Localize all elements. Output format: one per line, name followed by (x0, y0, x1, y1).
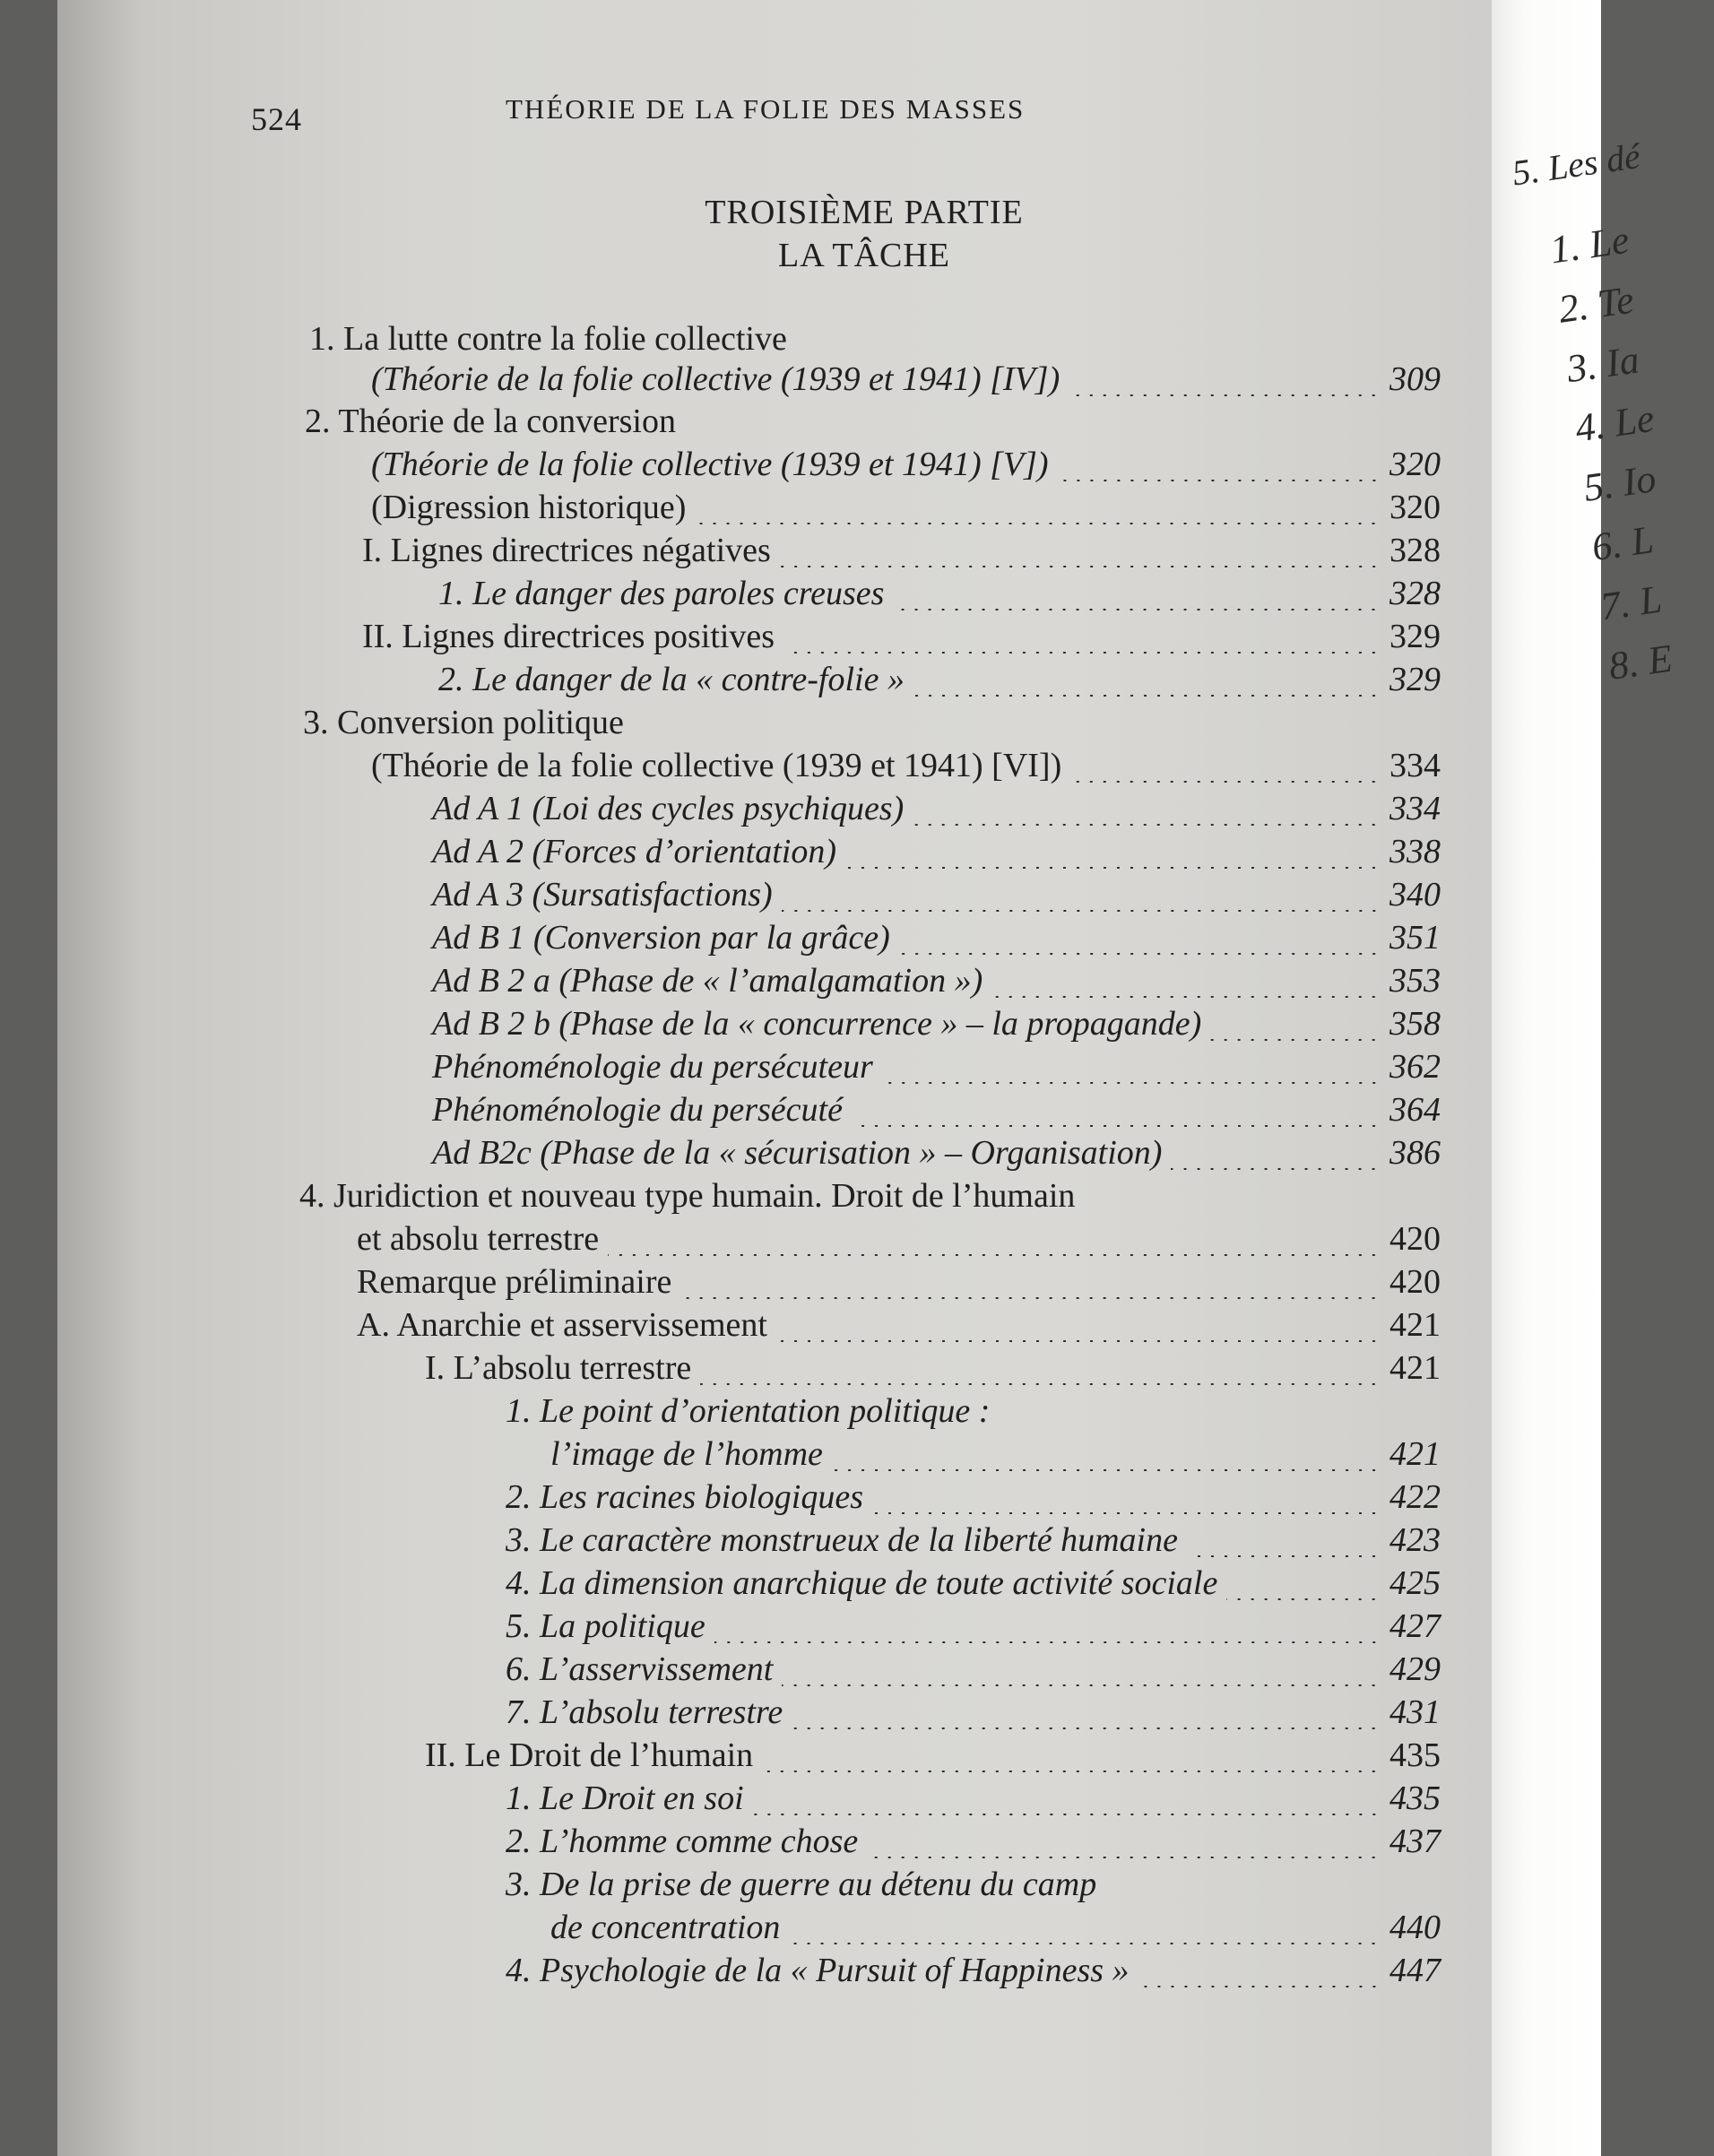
toc-entry (432, 1004, 1441, 1049)
toc-entry (432, 961, 1441, 1006)
dot-leader (991, 996, 1381, 998)
dot-leader (872, 1512, 1381, 1514)
dot-leader (780, 566, 1381, 567)
toc-page-number: 309 (1389, 360, 1441, 398)
running-head: THÉORIE DE LA FOLIE DES MASSES (506, 93, 1026, 125)
toc-page-number: 435 (1389, 1779, 1441, 1817)
toc-entry-title: et absolu terrestre (357, 1220, 600, 1258)
toc-entry (550, 1908, 1441, 1953)
dot-leader (1187, 1555, 1381, 1557)
toc-entry (432, 832, 1441, 877)
toc-entry-title: 2. Théorie de la conversion (305, 403, 676, 440)
facing-page-line: 5. Io (1580, 456, 1659, 510)
toc-page-number: 328 (1389, 532, 1441, 569)
dot-leader (1069, 394, 1381, 396)
toc-entry-title: Ad A 3 (Sursatisfactions) (432, 876, 773, 913)
toc-entry-title: 2. L’homme comme chose (506, 1823, 859, 1860)
dot-leader (783, 652, 1381, 654)
toc-entry (432, 789, 1441, 834)
toc-page-number: 386 (1389, 1134, 1441, 1172)
toc-entry (550, 1434, 1441, 1479)
toc-page-number: 429 (1389, 1650, 1441, 1688)
toc-page-number: 358 (1389, 1005, 1441, 1043)
dot-leader (913, 824, 1381, 826)
toc-entry-title: II. Le Droit de l’humain (425, 1736, 754, 1774)
toc-page-number: 420 (1389, 1220, 1441, 1258)
toc-page-number: 364 (1389, 1091, 1441, 1129)
toc-page-number: 362 (1389, 1048, 1441, 1086)
toc-entry-title: (Théorie de la folie collective (1939 et 1941) [VI]) (371, 747, 1062, 784)
toc-page-number: 340 (1389, 876, 1441, 913)
toc-entry (506, 1520, 1441, 1565)
toc-entry (309, 319, 787, 364)
toc-entry (305, 402, 676, 446)
toc-entry-title: II. Lignes directrices positives (362, 618, 775, 655)
toc-page-number: 447 (1389, 1952, 1441, 1989)
toc-entry (506, 1822, 1441, 1866)
toc-entry-title: 1. La lutte contre la folie collective (309, 320, 787, 358)
toc-entry (506, 1606, 1441, 1651)
dot-leader (789, 1943, 1381, 1944)
part-subtitle: LA TÂCHE (777, 237, 951, 274)
toc-entry (438, 574, 1441, 619)
toc-entry (432, 875, 1441, 920)
toc-page-number: 421 (1389, 1306, 1441, 1344)
dot-leader (1226, 1598, 1381, 1600)
toc-page-number: 320 (1389, 489, 1441, 526)
dot-leader (714, 1641, 1381, 1643)
facing-page-line: 4. Le (1572, 395, 1658, 451)
toc-entry (506, 1391, 990, 1436)
toc-page-number: 334 (1389, 747, 1441, 784)
toc-entry-title: I. L’absolu terrestre (425, 1349, 692, 1387)
toc-entry (506, 1951, 1441, 1996)
page-number: 524 (251, 101, 302, 137)
toc-entry (506, 1779, 1441, 1823)
toc-page-number: 329 (1389, 661, 1441, 698)
toc-page-number: 351 (1389, 919, 1441, 957)
toc-page-number: 421 (1389, 1435, 1441, 1473)
toc-page-number: 328 (1389, 575, 1441, 612)
dot-leader (1138, 1986, 1381, 1987)
toc-entry-title: 3. De la prise de guerre au détenu du camp (506, 1866, 1097, 1903)
toc-entry (425, 1736, 1441, 1780)
toc-page-number: 353 (1389, 962, 1441, 1000)
toc-entry-title: I. Lignes directrices négatives (362, 532, 771, 569)
toc-entry-title: 2. Les racines biologiques (506, 1478, 863, 1516)
toc-page-number: 425 (1389, 1564, 1441, 1602)
dot-leader (899, 953, 1381, 955)
dot-leader (753, 1814, 1381, 1815)
dot-leader (882, 1082, 1381, 1084)
dot-leader (782, 910, 1381, 912)
dot-leader (776, 1340, 1381, 1342)
toc-page-number: 431 (1389, 1693, 1441, 1731)
toc-entry-title: 4. Juridiction et nouveau type humain. Droit de l’humain (299, 1177, 1076, 1215)
dot-leader (913, 695, 1381, 697)
toc-entry (506, 1477, 1441, 1522)
book-page (57, 0, 1492, 2156)
dot-leader (792, 1727, 1381, 1729)
toc-entry (506, 1563, 1441, 1608)
dot-leader (1058, 480, 1381, 481)
toc-entry (506, 1649, 1441, 1694)
toc-entry (299, 1176, 1075, 1221)
toc-entry-title: Ad B 2 b (Phase de la « concurrence » – la propagande) (432, 1005, 1202, 1043)
dot-leader (762, 1771, 1381, 1772)
toc-page-number: 427 (1389, 1607, 1441, 1645)
toc-entry-title: 1. Le danger des paroles creuses (438, 575, 885, 612)
toc-entry (438, 660, 1441, 705)
toc-entry-title: 3. Le caractère monstrueux de la liberté humaine (506, 1521, 1178, 1559)
toc-entry-title: Phénoménologie du persécuté (432, 1091, 843, 1129)
dot-leader (1210, 1039, 1381, 1041)
dot-leader (608, 1254, 1381, 1256)
toc-entry (371, 746, 1441, 791)
toc-entry-title: 4. Psychologie de la « Pursuit of Happiness » (506, 1952, 1130, 1989)
facing-page-heading: 5. Les dé (1510, 135, 1643, 194)
facing-page-line: 2. Te (1555, 277, 1637, 332)
toc-entry (432, 1047, 1441, 1092)
dot-leader (680, 1297, 1381, 1299)
toc-entry-title: (Théorie de la folie collective (1939 et 1941) [V]) (371, 446, 1049, 483)
toc-page-number: 422 (1389, 1478, 1441, 1516)
toc-entry (506, 1865, 1096, 1909)
toc-entry-title: (Digression historique) (371, 489, 687, 526)
toc-entry (371, 488, 1441, 533)
toc-entry (357, 1262, 1441, 1307)
toc-page-number: 338 (1389, 833, 1441, 870)
toc-entry-title: A. Anarchie et asservissement (357, 1306, 767, 1344)
toc-entry (371, 445, 1441, 489)
toc-entry-title: Ad B2c (Phase de la « sécurisation » – Organisation) (432, 1134, 1163, 1172)
dot-leader (1171, 1168, 1381, 1170)
facing-page-line: 3. Ia (1563, 337, 1642, 392)
toc-entry (357, 1219, 1441, 1264)
toc-entry-title: de concentration (550, 1909, 781, 1946)
toc-page-number: 437 (1389, 1823, 1441, 1860)
toc-entry-title: Ad B 2 a (Phase de « l’amalgamation ») (432, 962, 983, 1000)
toc-entry-title: 4. La dimension anarchique de toute activité sociale (506, 1564, 1218, 1602)
toc-entry (362, 617, 1441, 662)
toc-entry-title: 3. Conversion politique (303, 704, 624, 741)
toc-page-number: 423 (1389, 1521, 1441, 1559)
toc-page-number: 329 (1389, 618, 1441, 655)
toc-page-number: 334 (1389, 790, 1441, 827)
toc-entry (432, 1133, 1441, 1178)
toc-entry-title: Ad B 1 (Conversion par la grâce) (432, 919, 890, 957)
toc-entry-title: Ad A 2 (Forces d’orientation) (432, 833, 837, 870)
facing-page-line: 7. L (1597, 576, 1665, 629)
toc-entry-title: Remarque préliminaire (357, 1263, 672, 1301)
dot-leader (845, 867, 1381, 869)
toc-entry-title: 1. Le point d’orientation politique : (506, 1392, 991, 1430)
toc-entry-title: 5. La politique (506, 1607, 706, 1645)
dot-leader (1070, 781, 1381, 783)
dot-leader (782, 1684, 1381, 1686)
toc-entry-title: 7. L’absolu terrestre (506, 1693, 783, 1731)
facing-page-line: 6. L (1588, 517, 1657, 570)
toc-entry-title: 1. Le Droit en soi (506, 1779, 744, 1817)
toc-page-number: 440 (1389, 1909, 1441, 1946)
toc-entry (432, 1090, 1441, 1135)
facing-page-line: 8. E (1606, 636, 1675, 688)
dot-leader (867, 1857, 1381, 1858)
toc-entry-title: 2. Le danger de la « contre-folie » (438, 661, 905, 698)
toc-entry (357, 1305, 1441, 1350)
part-title: TROISIÈME PARTIE (705, 194, 1024, 231)
facing-page (1492, 0, 1675, 2156)
toc-entry-title: 6. L’asservissement (506, 1650, 774, 1688)
toc-entry (371, 359, 1441, 404)
facing-page-line: 1. Le (1547, 217, 1632, 273)
toc-entry-title: l’image de l’homme (550, 1435, 823, 1473)
facing-page-lines (1519, 206, 1714, 700)
dot-leader (700, 1383, 1381, 1385)
toc-entry (362, 531, 1441, 576)
toc-entry (506, 1693, 1441, 1737)
toc-page-number: 435 (1389, 1736, 1441, 1774)
toc-entry (425, 1348, 1441, 1393)
toc-entry-title: (Théorie de la folie collective (1939 et 1941) [IV]) (371, 360, 1060, 398)
dot-leader (695, 523, 1381, 524)
dot-leader (852, 1125, 1381, 1127)
dot-leader (832, 1469, 1381, 1471)
toc-page-number: 421 (1389, 1349, 1441, 1387)
toc-entry-title: Phénoménologie du persécuteur (432, 1048, 873, 1086)
toc-entry (432, 918, 1441, 963)
dot-leader (893, 609, 1381, 610)
toc-page-number: 420 (1389, 1263, 1441, 1301)
toc-entry (303, 703, 624, 748)
toc-page-number: 320 (1389, 446, 1441, 483)
toc-entry-title: Ad A 1 (Loi des cycles psychiques) (432, 790, 905, 827)
